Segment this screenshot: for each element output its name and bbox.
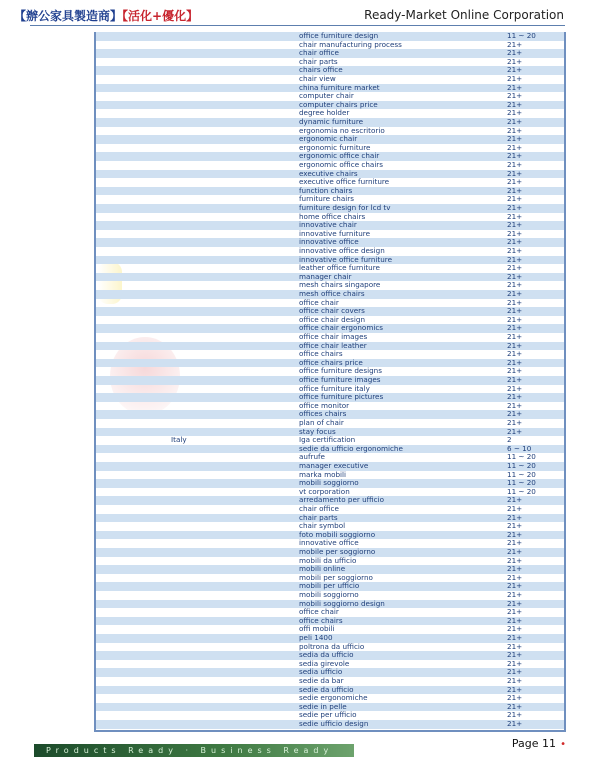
rank-cell: 21+ (507, 56, 523, 66)
rank-cell: 21+ (507, 572, 523, 582)
rank-cell: 21+ (507, 555, 523, 565)
rank-cell: 21+ (507, 65, 523, 75)
rank-cell: 21+ (507, 667, 523, 677)
rank-cell: 11 ~ 20 (507, 478, 536, 488)
rank-cell: 21+ (507, 228, 523, 238)
keyword-cell: office chairs price (299, 357, 363, 367)
rank-cell: 21+ (507, 392, 523, 402)
rank-cell: 21+ (507, 74, 523, 83)
rank-cell: 21+ (507, 383, 523, 393)
rank-cell: 6 ~ 10 (507, 443, 532, 453)
keyword-cell: ergonomic chair (299, 134, 358, 144)
keyword-cell: sedia girevole (299, 658, 350, 668)
rank-cell: 21+ (507, 108, 523, 118)
rank-cell: 21+ (507, 142, 523, 152)
keyword-cell: vt corporation (299, 486, 350, 496)
rank-cell: 21+ (507, 185, 523, 195)
keyword-cell: mobili per ufficio (299, 581, 360, 591)
rank-cell: 21+ (507, 220, 523, 230)
keyword-ranking-table (94, 32, 566, 732)
rank-cell: 21+ (507, 581, 523, 591)
rank-cell: 11 ~ 20 (507, 32, 536, 40)
keyword-cell: office chair covers (299, 306, 365, 316)
rank-cell: 21+ (507, 332, 523, 341)
rank-cell: 21+ (507, 615, 523, 625)
keyword-cell: sedie in pelle (299, 701, 347, 711)
keyword-cell: executive office furniture (299, 177, 390, 187)
rank-cell: 21+ (507, 693, 523, 703)
keyword-cell: office furniture images (299, 375, 381, 384)
rank-cell: 21+ (507, 512, 523, 522)
rank-cell: 21+ (507, 91, 523, 101)
rank-cell: 21+ (507, 306, 523, 316)
keyword-cell: office furniture design (299, 32, 379, 40)
rank-cell: 21+ (507, 366, 523, 376)
keyword-cell: chair parts (299, 56, 338, 66)
keyword-cell: chair office (299, 48, 339, 58)
rank-cell: 21+ (507, 538, 523, 548)
keyword-cell: office chairs (299, 615, 343, 625)
rank-cell: 21+ (507, 177, 523, 187)
header-divider (30, 25, 565, 26)
title-category: 【辦公家具製造商】 (14, 9, 123, 23)
keyword-cell: furniture chairs (299, 194, 354, 204)
table-row (96, 445, 564, 454)
keyword-cell: office furniture designs (299, 366, 382, 376)
country-cell: Italy (171, 435, 187, 445)
keyword-cell: aufrufe (299, 452, 325, 462)
rank-cell: 21+ (507, 297, 523, 307)
rank-cell: 21+ (507, 280, 523, 290)
keyword-cell: Iga certification (299, 435, 356, 445)
keyword-cell: mobili soggiorno design (299, 598, 385, 608)
keyword-cell: office monitor (299, 400, 350, 410)
rank-cell: 21+ (507, 710, 523, 720)
rank-cell: 21+ (507, 48, 523, 58)
keyword-cell: home office chairs (299, 211, 366, 221)
rank-cell: 21+ (507, 349, 523, 359)
keyword-cell: chairs office (299, 65, 343, 75)
page-number: Page 11 (511, 737, 556, 750)
keyword-cell: ergonomia no escritorio (299, 125, 385, 135)
keyword-cell: sedia ufficio (299, 667, 343, 677)
rank-cell: 21+ (507, 125, 523, 135)
keyword-cell: office chair ergonomics (299, 323, 384, 333)
keyword-cell: mobili soggiorno (299, 590, 359, 599)
page-header (0, 0, 600, 28)
rank-cell: 21+ (507, 375, 523, 384)
rank-cell: 21+ (507, 400, 523, 410)
keyword-cell: mobile per soggiorno (299, 547, 376, 556)
rank-cell: 11 ~ 20 (507, 461, 536, 470)
rank-cell: 21+ (507, 564, 523, 574)
keyword-cell: sedie da ufficio (299, 684, 354, 694)
rank-cell: 21+ (507, 529, 523, 539)
keyword-cell: marka mobili (299, 469, 347, 479)
rank-cell: 21+ (507, 263, 523, 273)
keyword-cell: innovative office (299, 538, 359, 548)
keyword-cell: mesh office chairs (299, 289, 365, 298)
keyword-cell: mobili soggiorno (299, 478, 359, 488)
keyword-cell: peli 1400 (299, 633, 333, 642)
rank-cell: 21+ (507, 254, 523, 264)
rank-cell: 21+ (507, 590, 523, 599)
table-row (96, 720, 564, 729)
keyword-cell: offices chairs (299, 409, 347, 419)
page-bullet-icon: • (560, 739, 566, 750)
keyword-cell: degree holder (299, 108, 350, 118)
keyword-cell: ergonomic office chair (299, 151, 380, 161)
keyword-cell: office chair design (299, 314, 365, 324)
keyword-cell: innovative chair (299, 220, 357, 230)
keyword-cell: office chair images (299, 332, 368, 341)
title-accent: 【活化+優化】 (122, 9, 199, 23)
keyword-cell: office furniture pictures (299, 392, 384, 402)
rank-cell: 21+ (507, 598, 523, 608)
keyword-cell: chair symbol (299, 521, 346, 531)
keyword-cell: poltrona da ufficio (299, 641, 365, 651)
rank-cell: 21+ (507, 633, 523, 642)
keyword-cell: stay focus (299, 426, 336, 436)
footer-tagline: Products Ready · Business Ready (46, 746, 334, 755)
keyword-cell: sedie da bar (299, 676, 344, 685)
rank-cell: 21+ (507, 314, 523, 324)
keyword-cell: chair view (299, 74, 336, 83)
rank-cell: 21+ (507, 160, 523, 169)
keyword-cell: office chair leather (299, 340, 367, 350)
keyword-cell: plan of chair (299, 418, 344, 427)
keyword-cell: mobili per soggiorno (299, 572, 373, 582)
rank-cell: 21+ (507, 151, 523, 161)
keyword-cell: arredamento per ufficio (299, 495, 384, 505)
keyword-cell: office chair (299, 607, 339, 617)
keyword-cell: chair manufacturing process (299, 39, 402, 49)
keyword-cell: innovative office design (299, 246, 385, 255)
keyword-cell: leather office furniture (299, 263, 380, 273)
keyword-cell: executive chairs (299, 168, 358, 178)
rank-cell: 21+ (507, 323, 523, 333)
keyword-cell: chair office (299, 504, 339, 513)
keyword-cell: sedie ergonomiche (299, 693, 368, 703)
rank-cell: 21+ (507, 504, 523, 513)
rank-cell: 21+ (507, 684, 523, 694)
rank-cell: 21+ (507, 521, 523, 531)
rank-cell: 21+ (507, 641, 523, 651)
keyword-cell: mobili da ufficio (299, 555, 357, 565)
rank-cell: 2 (507, 435, 512, 445)
keyword-cell: dynamic furniture (299, 117, 364, 126)
keyword-cell: function chairs (299, 185, 353, 195)
keyword-cell: innovative office furniture (299, 254, 393, 264)
rank-cell: 21+ (507, 82, 523, 92)
keyword-cell: innovative furniture (299, 228, 370, 238)
rank-cell: 21+ (507, 719, 523, 728)
keyword-cell: ergonomic furniture (299, 142, 371, 152)
rank-cell: 21+ (507, 194, 523, 204)
keyword-cell: mobili online (299, 564, 346, 574)
keyword-cell: sedie da ufficio ergonomiche (299, 443, 403, 453)
rank-cell: 11 ~ 20 (507, 469, 536, 479)
rank-cell: 21+ (507, 168, 523, 178)
keyword-cell: offi mobili (299, 624, 335, 634)
keyword-cell: manager chair (299, 271, 352, 281)
rank-cell: 21+ (507, 495, 523, 505)
rank-cell: 21+ (507, 676, 523, 685)
rank-cell: 21+ (507, 357, 523, 367)
keyword-cell: office furniture italy (299, 383, 370, 393)
rank-cell: 21+ (507, 117, 523, 126)
keyword-cell: mesh chairs singapore (299, 280, 381, 290)
keyword-cell: sedia da ufficio (299, 650, 354, 660)
rank-cell: 11 ~ 20 (507, 452, 536, 462)
rank-cell: 21+ (507, 418, 523, 427)
rank-cell: 21+ (507, 203, 523, 212)
rank-cell: 21+ (507, 409, 523, 419)
rank-cell: 21+ (507, 237, 523, 247)
rank-cell: 21+ (507, 607, 523, 617)
keyword-cell: innovative office (299, 237, 359, 247)
keyword-cell: sedie per ufficio (299, 710, 357, 720)
rank-cell: 11 ~ 20 (507, 486, 536, 496)
rank-cell: 21+ (507, 211, 523, 221)
keyword-cell: office chairs (299, 349, 343, 359)
keyword-cell: chair parts (299, 512, 338, 522)
rank-cell: 21+ (507, 340, 523, 350)
keyword-cell: office chair (299, 297, 339, 307)
company-name: Ready-Market Online Corporation (364, 8, 564, 22)
keyword-cell: sedie ufficio design (299, 719, 369, 728)
keyword-cell: manager executive (299, 461, 369, 470)
rank-cell: 21+ (507, 39, 523, 49)
rank-cell: 21+ (507, 701, 523, 711)
keyword-cell: computer chair (299, 91, 354, 101)
keyword-cell: foto mobili soggiorno (299, 529, 376, 539)
rank-cell: 21+ (507, 547, 523, 556)
rank-cell: 21+ (507, 426, 523, 436)
rank-cell: 21+ (507, 134, 523, 144)
rank-cell: 21+ (507, 289, 523, 298)
keyword-cell: china furniture market (299, 82, 380, 92)
keyword-cell: ergonomic office chairs (299, 160, 384, 169)
keyword-cell: furniture design for lcd tv (299, 203, 391, 212)
rank-cell: 21+ (507, 658, 523, 668)
rank-cell: 21+ (507, 246, 523, 255)
rank-cell: 21+ (507, 624, 523, 634)
rank-cell: 21+ (507, 99, 523, 109)
keyword-cell: computer chairs price (299, 99, 378, 109)
rank-cell: 21+ (507, 271, 523, 281)
rank-cell: 21+ (507, 650, 523, 660)
document-title (14, 7, 198, 24)
